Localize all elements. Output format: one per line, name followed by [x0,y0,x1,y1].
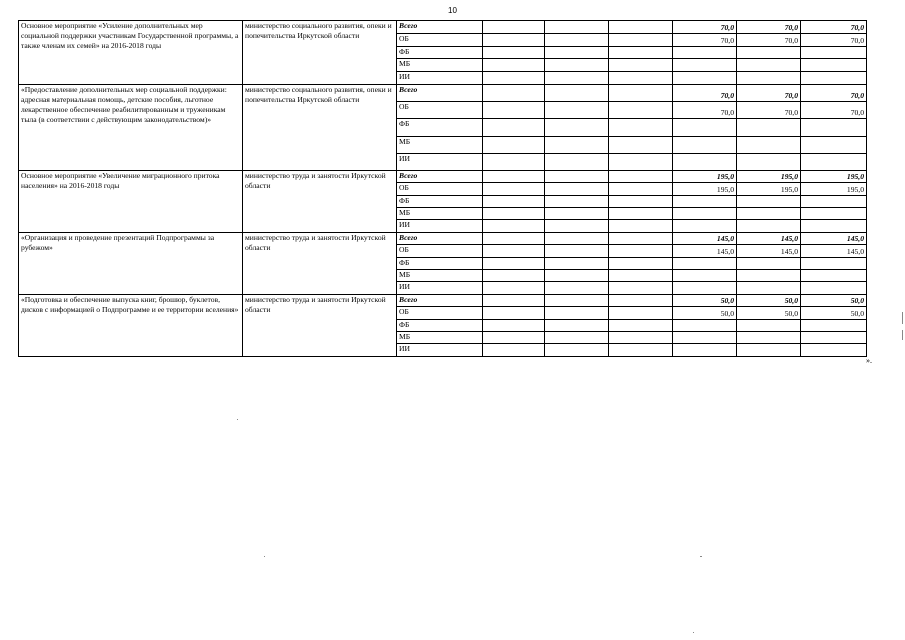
amount-cell [483,294,545,306]
amount-cell [483,232,545,244]
amount-cell [609,220,673,232]
amount-cell [673,136,737,153]
amount-cell [545,319,609,331]
scan-artifact [902,330,903,340]
amount-cell [609,270,673,282]
amount-cell [737,72,801,85]
amount-cell [483,72,545,85]
amount-cell: 70,0 [737,21,801,34]
amount-cell [801,332,867,344]
activity-description: «Организация и проведение презентаций Подпрограммы за рубежом» [19,232,243,294]
funding-source: ОБ [397,183,483,195]
amount-cell: 145,0 [801,232,867,244]
amount-cell [673,282,737,294]
amount-cell [483,332,545,344]
amount-cell [737,319,801,331]
amount-cell [609,257,673,269]
amount-cell [801,72,867,85]
amount-cell: 70,0 [673,33,737,46]
amount-cell [737,119,801,136]
funding-source: ИИ [397,282,483,294]
amount-cell [483,21,545,34]
amount-cell [545,294,609,306]
amount-cell: 70,0 [737,33,801,46]
amount-cell: 195,0 [737,170,801,182]
funding-source: ФБ [397,257,483,269]
amount-cell [483,153,545,170]
funding-source: ИИ [397,344,483,356]
funding-source: Всего [397,21,483,34]
amount-cell [545,307,609,319]
closing-quote: ». [866,356,872,365]
amount-cell [545,21,609,34]
amount-cell: 195,0 [801,170,867,182]
amount-cell [609,170,673,182]
amount-cell [609,119,673,136]
amount-cell [545,102,609,119]
amount-cell [737,46,801,59]
amount-cell: 145,0 [737,245,801,257]
funding-source: Всего [397,232,483,244]
amount-cell [609,153,673,170]
funding-source: ФБ [397,119,483,136]
amount-cell [545,344,609,356]
amount-cell [545,183,609,195]
amount-cell [545,170,609,182]
amount-cell [545,282,609,294]
amount-cell: 145,0 [673,245,737,257]
table-row [19,232,867,244]
amount-cell [545,136,609,153]
amount-cell: 70,0 [801,33,867,46]
amount-cell [737,136,801,153]
amount-cell [801,208,867,220]
amount-cell [609,84,673,101]
amount-cell [609,319,673,331]
amount-cell [545,232,609,244]
amount-cell [483,344,545,356]
amount-cell [673,257,737,269]
amount-cell: 50,0 [801,307,867,319]
amount-cell [483,307,545,319]
amount-cell [609,59,673,72]
amount-cell [609,46,673,59]
amount-cell [483,84,545,101]
amount-cell [737,220,801,232]
amount-cell [801,195,867,207]
amount-cell: 70,0 [673,21,737,34]
amount-cell [483,136,545,153]
table-row [19,84,867,101]
table-row [19,294,867,306]
amount-cell [801,153,867,170]
amount-cell [483,119,545,136]
amount-cell [609,21,673,34]
funding-source: ОБ [397,33,483,46]
funding-source: Всего [397,84,483,101]
amount-cell [801,344,867,356]
activity-description: «Предоставление дополнительных мер социальной поддержки: адресная материальная помощь, детские пособия, льготное лекарственное обеспечение реабилитированным и труженикам тыла (в соответствии с действующим законодательством)» [19,84,243,170]
amount-cell [673,208,737,220]
amount-cell [609,282,673,294]
amount-cell: 145,0 [673,232,737,244]
amount-cell [483,195,545,207]
amount-cell [609,72,673,85]
amount-cell [483,46,545,59]
amount-cell: 195,0 [673,170,737,182]
funding-source: МБ [397,59,483,72]
amount-cell [609,208,673,220]
amount-cell [673,332,737,344]
funding-source: МБ [397,208,483,220]
amount-cell [609,232,673,244]
amount-cell [545,332,609,344]
amount-cell [545,84,609,101]
responsible-organization: министерство социального развития, опеки и попечительства Иркутской области [243,21,397,85]
amount-cell [483,270,545,282]
amount-cell: 70,0 [737,84,801,101]
amount-cell [673,46,737,59]
amount-cell [737,257,801,269]
amount-cell [609,332,673,344]
amount-cell [483,245,545,257]
amount-cell [673,344,737,356]
amount-cell [545,208,609,220]
amount-cell [483,319,545,331]
amount-cell [483,183,545,195]
amount-cell [801,119,867,136]
amount-cell [801,270,867,282]
amount-cell: 50,0 [737,294,801,306]
funding-source: ФБ [397,46,483,59]
amount-cell [737,59,801,72]
amount-cell [609,183,673,195]
amount-cell [483,102,545,119]
budget-table [18,20,867,357]
scan-artifact [700,556,702,557]
amount-cell [801,257,867,269]
amount-cell [545,33,609,46]
activity-description: Основное мероприятие «Увеличение миграционного притока населения» на 2016-2018 годы [19,170,243,232]
amount-cell [801,319,867,331]
amount-cell: 145,0 [801,245,867,257]
amount-cell [673,220,737,232]
amount-cell [609,195,673,207]
activity-description: Основное мероприятие «Усиление дополнительных мер социальной поддержки участникам Государственной программы, а также членам их семей» на 2016-2018 годы [19,21,243,85]
responsible-organization: министерство труда и занятости Иркутской области [243,170,397,232]
activity-description: «Подготовка и обеспечение выпуска книг, брошюр, буклетов, дисков с информацией о Подпрограмме и ее территории вселения» [19,294,243,356]
amount-cell: 70,0 [801,21,867,34]
amount-cell: 145,0 [737,232,801,244]
amount-cell [545,220,609,232]
amount-cell [673,119,737,136]
page-number: 10 [448,6,457,15]
amount-cell [801,220,867,232]
amount-cell [609,102,673,119]
amount-cell [609,245,673,257]
responsible-organization: министерство труда и занятости Иркутской области [243,294,397,356]
scan-artifact [264,556,265,557]
amount-cell [673,153,737,170]
amount-cell [545,46,609,59]
funding-source: ИИ [397,153,483,170]
amount-cell: 70,0 [673,84,737,101]
amount-cell [609,33,673,46]
amount-cell: 50,0 [801,294,867,306]
amount-cell [545,245,609,257]
funding-source: ФБ [397,195,483,207]
scan-artifact [237,419,238,420]
amount-cell [545,59,609,72]
amount-cell [673,72,737,85]
amount-cell [673,195,737,207]
funding-source: ОБ [397,102,483,119]
amount-cell [609,136,673,153]
amount-cell [545,270,609,282]
amount-cell [545,119,609,136]
amount-cell: 50,0 [673,294,737,306]
funding-source: МБ [397,332,483,344]
funding-source: ИИ [397,220,483,232]
amount-cell [801,46,867,59]
amount-cell: 70,0 [801,102,867,119]
amount-cell [545,195,609,207]
funding-source: МБ [397,136,483,153]
amount-cell [737,195,801,207]
amount-cell: 195,0 [801,183,867,195]
amount-cell [737,153,801,170]
amount-cell: 70,0 [737,102,801,119]
amount-cell [737,208,801,220]
amount-cell [737,344,801,356]
table-row [19,170,867,182]
amount-cell: 195,0 [737,183,801,195]
amount-cell [737,270,801,282]
amount-cell [483,282,545,294]
amount-cell [483,220,545,232]
table-row [19,21,867,34]
amount-cell [673,319,737,331]
amount-cell [545,153,609,170]
amount-cell [545,257,609,269]
funding-source: ОБ [397,307,483,319]
amount-cell [673,59,737,72]
responsible-organization: министерство социального развития, опеки и попечительства Иркутской области [243,84,397,170]
amount-cell [801,136,867,153]
scan-artifact [693,632,694,633]
amount-cell [801,282,867,294]
funding-source: Всего [397,294,483,306]
amount-cell [609,294,673,306]
funding-source: Всего [397,170,483,182]
amount-cell [801,59,867,72]
amount-cell [609,307,673,319]
amount-cell [483,33,545,46]
amount-cell: 50,0 [673,307,737,319]
funding-source: ФБ [397,319,483,331]
amount-cell [483,257,545,269]
amount-cell: 195,0 [673,183,737,195]
responsible-organization: министерство труда и занятости Иркутской области [243,232,397,294]
funding-source: МБ [397,270,483,282]
amount-cell: 50,0 [737,307,801,319]
amount-cell [483,59,545,72]
amount-cell: 70,0 [801,84,867,101]
scan-artifact [902,312,903,324]
amount-cell [545,72,609,85]
amount-cell [483,170,545,182]
amount-cell [483,208,545,220]
amount-cell [737,332,801,344]
funding-source: ИИ [397,72,483,85]
funding-source: ОБ [397,245,483,257]
amount-cell [737,282,801,294]
amount-cell: 70,0 [673,102,737,119]
amount-cell [673,270,737,282]
amount-cell [609,344,673,356]
